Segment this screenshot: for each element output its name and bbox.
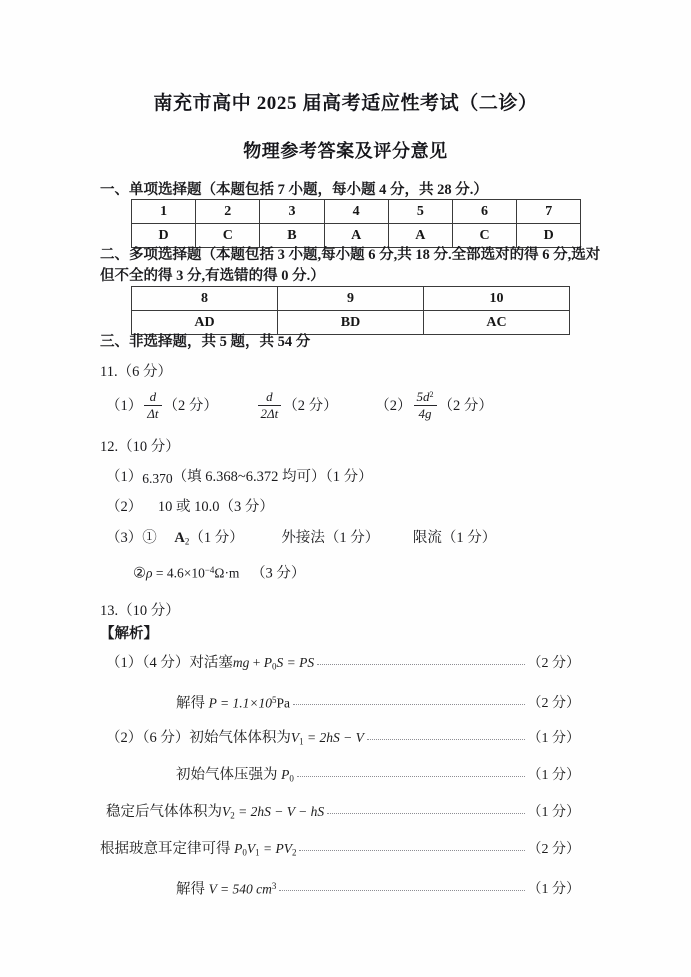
cell-question-number: 7: [517, 200, 581, 224]
q12-part3-sub-prefix: ②: [133, 565, 146, 582]
q12-part1-note: （填 6.368~6.372 均可）（1 分）: [172, 469, 373, 485]
q13-row-6-label: 根据玻意耳定律可得: [100, 841, 235, 857]
q12-part3-ammeter-label: A: [174, 530, 185, 546]
q13-row-1-math-p: P: [263, 655, 272, 670]
dotted-leader: [367, 739, 525, 740]
q12-part3-prefix: （3）①: [106, 530, 157, 546]
cell-answer: BD: [278, 311, 424, 335]
cell-answer: AC: [424, 311, 570, 335]
single-choice-answer-table: [131, 199, 581, 248]
q11-fraction-1: [144, 390, 161, 421]
q13-row-6-math-mid: = PV: [259, 841, 292, 856]
q11-fraction-1-denominator: Δt: [147, 406, 159, 422]
q13-row-6-text: [100, 838, 296, 864]
q11-fraction-3-numerator: [414, 390, 437, 406]
q11-fraction-1-score: （2 分）: [163, 397, 218, 414]
dotted-leader: [279, 890, 524, 891]
q13-label: 13.（10 分）: [100, 603, 180, 619]
q11-fraction-3-score: （2 分）: [438, 397, 493, 414]
q13-row-6: [100, 838, 580, 864]
page-title: 南充市高中 2025 届高考适应性考试（二诊）: [153, 93, 538, 114]
q12-resistivity-symbol: ρ: [146, 565, 153, 581]
q13-row-5-score: （1 分）: [527, 805, 580, 820]
section-one-heading: 一、单项选择题（本题包括 7 小题，每小题 4 分，共 28 分.）: [100, 182, 488, 198]
q13-row-7: [176, 876, 580, 900]
page-subtitle: 物理参考答案及评分意见: [243, 141, 448, 161]
cell-answer: C: [452, 224, 516, 248]
q13-row-2-math-unit: Pa: [276, 695, 290, 711]
cell-question-number: 3: [260, 200, 324, 224]
q13-row-5-math-v: V: [222, 804, 231, 819]
q13-row-1-label: （1）（4 分）对活塞: [106, 655, 233, 671]
q13-row-1-math-p-subscript: 0: [272, 661, 277, 672]
q13-row-3-label: （2）（6 分）初始气体体积为: [106, 730, 291, 746]
q12-part3-ammeter-score: （1 分）: [189, 530, 244, 546]
dotted-leader: [327, 813, 524, 814]
q12-resistivity-exponent: −4: [204, 565, 215, 575]
q12-part3-row1: [106, 528, 496, 553]
q11-fraction-2-score: （2 分）: [283, 397, 338, 414]
dotted-leader: [293, 704, 525, 705]
q11-part1-prefix: （1）: [106, 397, 143, 414]
q13-analysis-label: 【解析】: [100, 626, 158, 642]
cell-answer: A: [324, 224, 388, 248]
q13-row-5-label: 稳定后气体体积为: [106, 804, 222, 820]
q12-part2-row: [106, 497, 274, 518]
cell-question-number: 6: [452, 200, 516, 224]
q13-row-1-math-plus: +: [249, 655, 264, 670]
q12-label: 12.（10 分）: [100, 439, 180, 455]
cell-question-number: 10: [424, 287, 570, 311]
q12-part3-method: 外接法（1 分）: [281, 530, 380, 546]
q13-row-6-math-v2-subscript: 2: [291, 847, 297, 858]
section-two-heading-line1: 二、多项选择题（本题包括 3 小题,每小题 6 分,共 18 分.全部选对的得 6 分,选对: [100, 247, 601, 263]
q13-row-2-label: 解得: [176, 695, 209, 712]
q13-row-2-math-exponent: 5: [271, 695, 277, 705]
q11-fraction-3-denominator: 4g: [418, 406, 432, 422]
q13-row-7-math-exponent: 3: [271, 881, 277, 891]
table-row-question-numbers: [132, 200, 581, 224]
q13-row-3-math-rest: = 2hS − V: [303, 730, 364, 745]
q13-row-3: [106, 727, 580, 753]
section-three-heading: 三、非选择题，共 5 题，共 54 分: [100, 334, 311, 350]
q12-part2-prefix: （2）: [106, 499, 143, 515]
q12-resistivity-unit: Ω·m: [214, 565, 240, 581]
q12-part3-row2: [133, 560, 305, 584]
q11-fraction-2-numerator: d: [258, 390, 282, 406]
q13-row-1: [106, 652, 580, 678]
q13-row-2-text: [176, 690, 290, 714]
q13-row-3-math-v: V: [290, 730, 300, 745]
q12-resistivity-score: （3 分）: [251, 565, 306, 582]
q13-row-5-math-v-subscript: 2: [230, 810, 235, 821]
q11-fraction-3: [414, 390, 437, 421]
q13-row-6-score: （2 分）: [527, 842, 580, 857]
cell-question-number: 8: [132, 287, 278, 311]
q13-row-6-math-v1-subscript: 1: [255, 847, 260, 858]
cell-answer: AD: [132, 311, 278, 335]
q11-label: 11.（6 分）: [100, 364, 172, 380]
q11-answers-row: [106, 390, 493, 421]
dotted-leader: [299, 850, 524, 851]
q11-fraction-3-numerator-exponent: 2: [429, 390, 434, 400]
q12-resistivity-equation: = 4.6×10: [152, 565, 205, 581]
q13-row-4-score: （1 分）: [527, 768, 580, 783]
q12-part1-prefix: （1）: [106, 469, 143, 485]
cell-answer: A: [388, 224, 452, 248]
q13-row-5: [106, 801, 580, 827]
q13-row-6-math-p-subscript: 0: [242, 847, 247, 858]
q11-fraction-3-numerator-base: 5d: [416, 389, 430, 404]
q12-part1-value: 6.370: [142, 471, 173, 486]
q13-row-3-score: （1 分）: [527, 731, 580, 746]
table-row-question-numbers: [132, 287, 570, 311]
q13-row-6-math-p: P: [234, 841, 243, 856]
q11-part2-prefix: （2）: [375, 397, 412, 414]
q13-row-6-math-v1: V: [246, 841, 256, 856]
dotted-leader: [297, 776, 525, 777]
q13-row-7-text: [176, 876, 276, 900]
q13-row-3-text: [106, 727, 364, 753]
q13-row-7-score: （1 分）: [527, 882, 580, 898]
q13-row-3-math-v-subscript: 1: [299, 736, 304, 747]
q11-fraction-1-numerator: d: [144, 390, 161, 406]
q13-row-1-score: （2 分）: [527, 656, 580, 671]
q13-row-2-score: （2 分）: [527, 696, 580, 712]
dotted-leader: [317, 664, 524, 665]
section-two-heading-line2: 但不全的得 3 分,有选错的得 0 分.）: [100, 268, 325, 284]
q13-row-4-math-subscript: 0: [289, 773, 294, 784]
q13-row-4: [176, 764, 580, 790]
cell-answer: D: [517, 224, 581, 248]
cell-question-number: 5: [388, 200, 452, 224]
q13-row-4-text: [176, 764, 294, 790]
q12-part2-value: 10 或 10.0（3 分）: [157, 499, 274, 515]
q13-row-4-label: 初始气体压强为: [176, 767, 282, 783]
cell-question-number: 1: [132, 200, 196, 224]
cell-answer: C: [196, 224, 260, 248]
q13-row-2: [176, 690, 580, 714]
q13-row-2-math: P = 1.1×10: [208, 695, 272, 711]
q13-row-7-math: V = 540 cm: [208, 881, 272, 897]
cell-answer: D: [132, 224, 196, 248]
q13-row-1-math-mg: mg: [232, 655, 250, 670]
cell-question-number: 9: [278, 287, 424, 311]
q13-row-5-text: [106, 801, 324, 827]
q13-row-4-math: P: [281, 767, 290, 782]
q13-row-5-math-rest: = 2hS − V − hS: [234, 804, 325, 819]
q11-fraction-2-denominator: 2Δt: [260, 406, 279, 422]
table-row-answers: [132, 224, 581, 248]
cell-question-number: 2: [196, 200, 260, 224]
cell-question-number: 4: [324, 200, 388, 224]
q12-part3-circuit: 限流（1 分）: [412, 530, 497, 546]
q13-row-1-math-rest: S = PS: [276, 655, 315, 670]
q11-fraction-2: [258, 390, 282, 421]
q13-row-1-text: [106, 652, 314, 678]
q12-part1-row: [106, 466, 373, 488]
cell-answer: B: [260, 224, 324, 248]
q13-row-7-label: 解得: [176, 881, 209, 898]
multi-choice-answer-table: [131, 286, 570, 335]
q12-part3-ammeter-subscript: 2: [184, 536, 190, 547]
table-row-answers: [132, 311, 570, 335]
